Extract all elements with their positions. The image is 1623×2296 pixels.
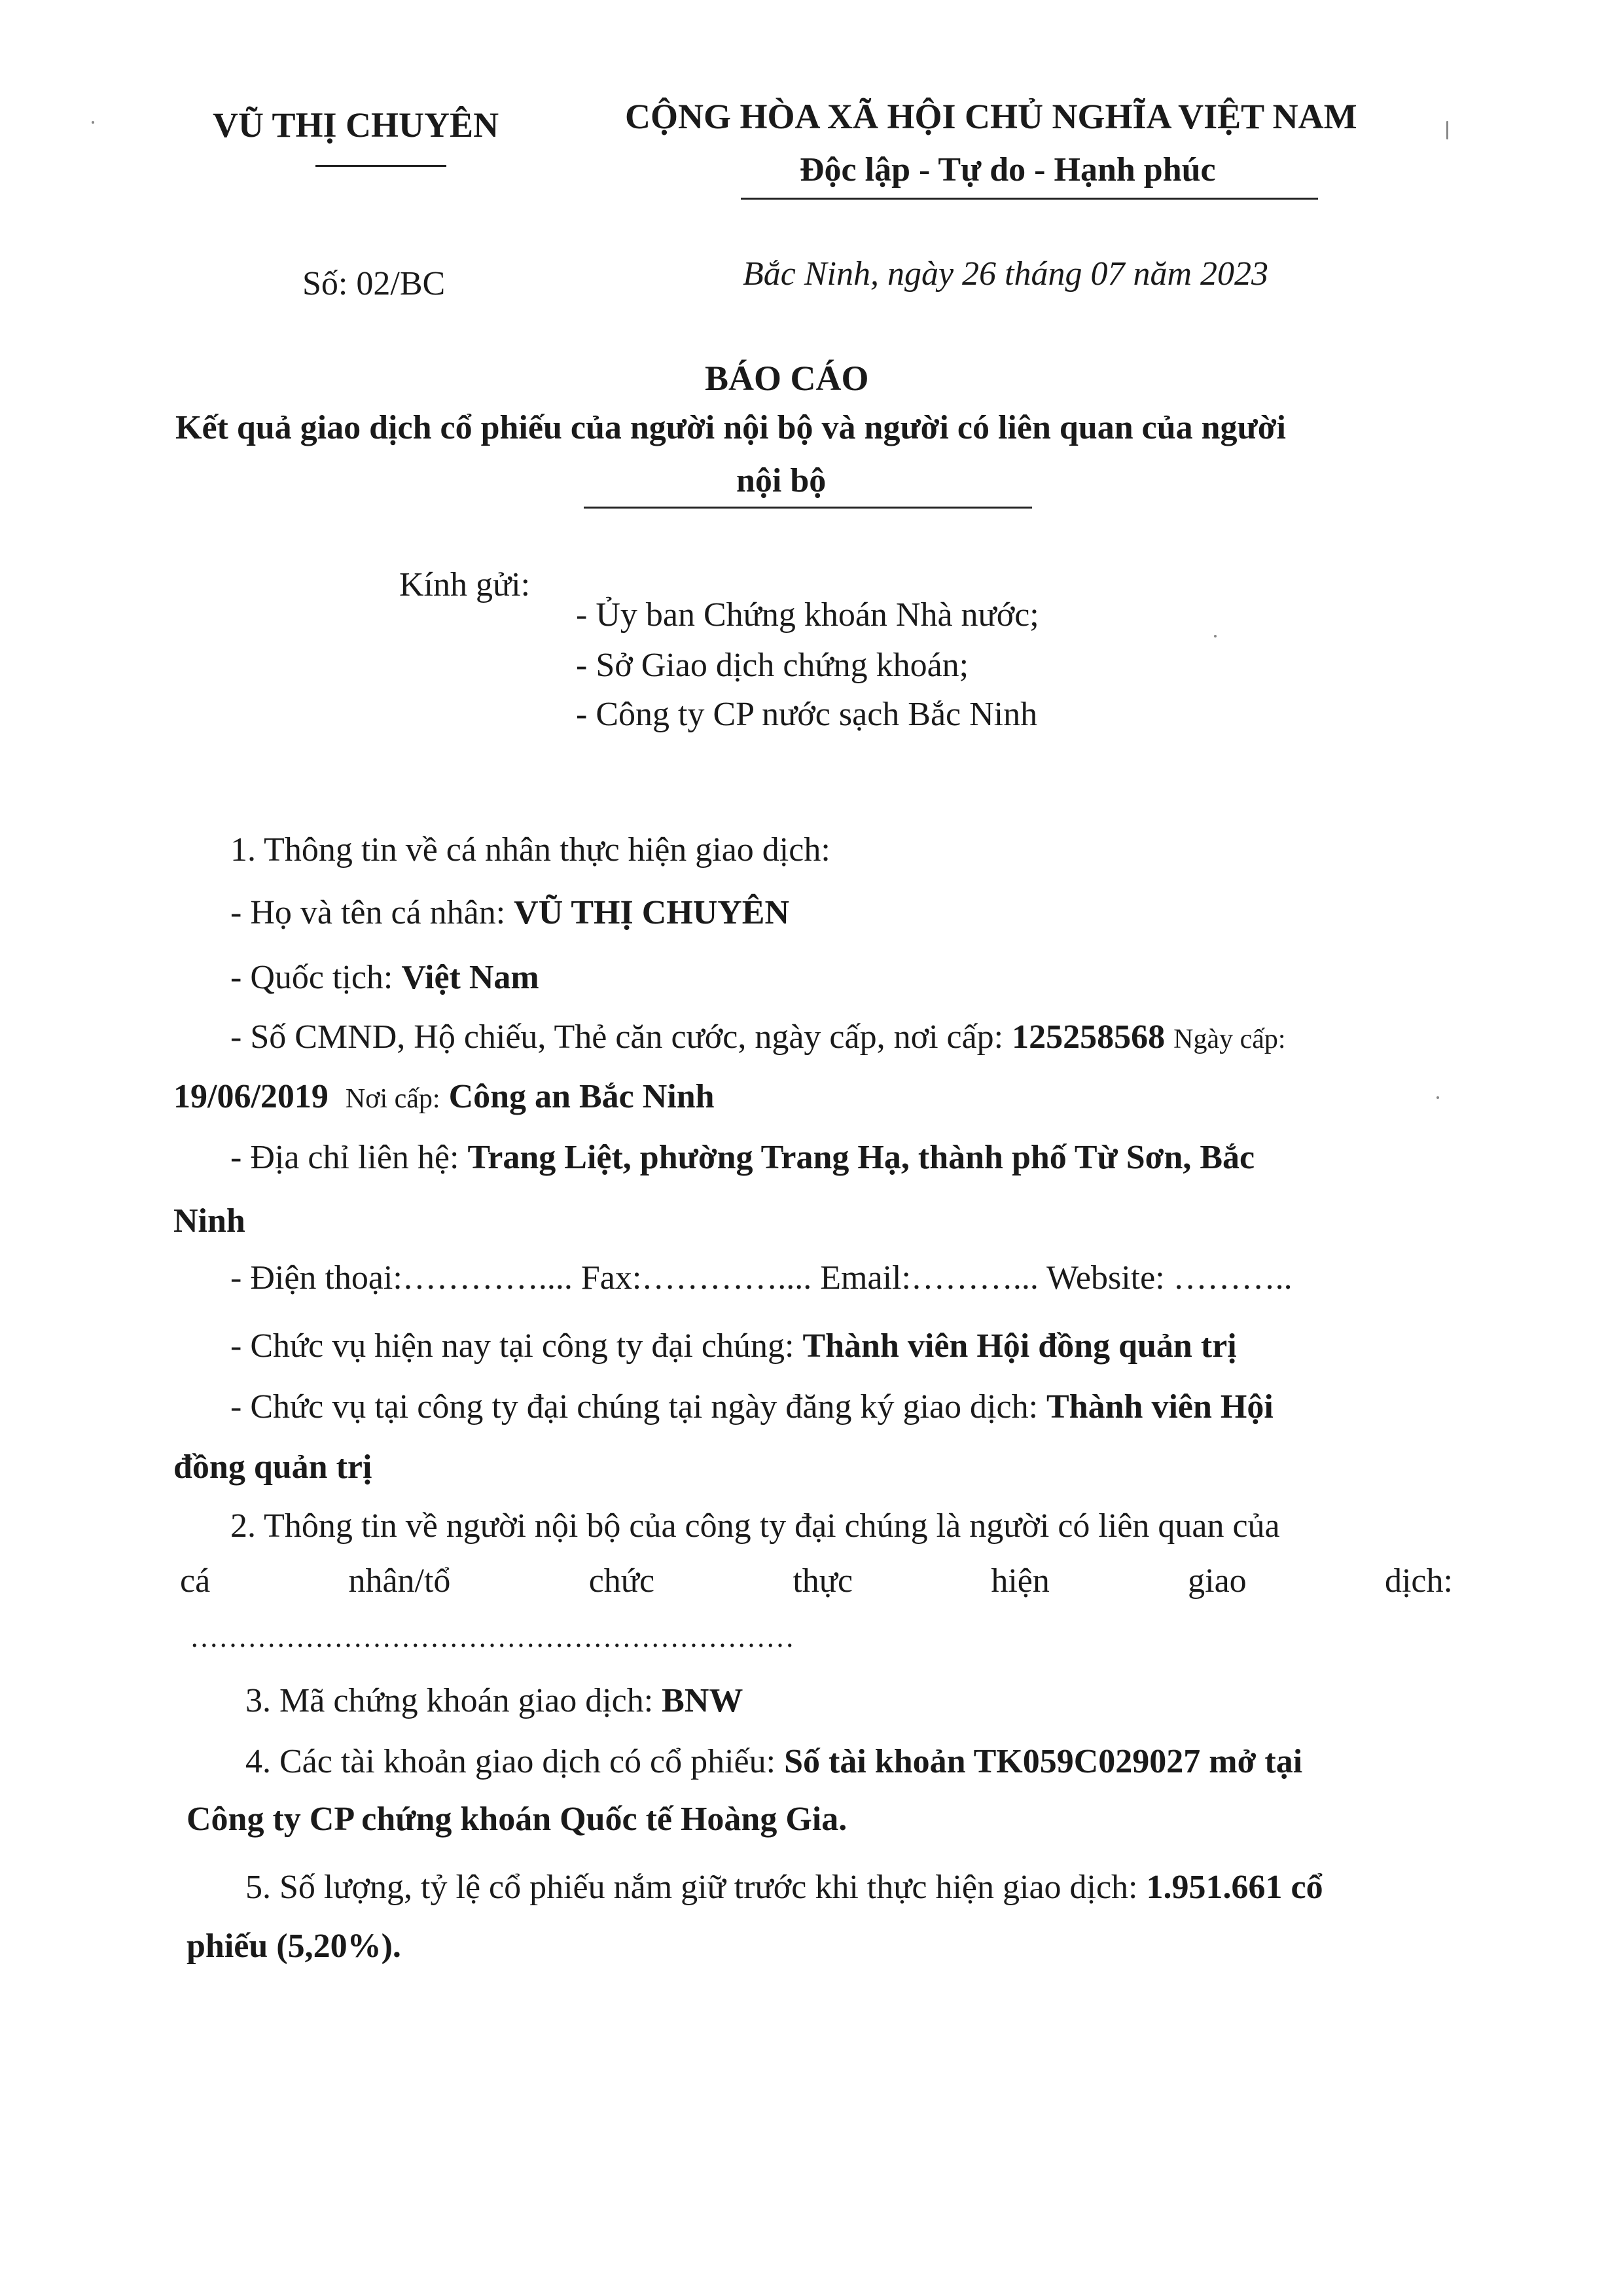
section5-row: 5. Số lượng, tỷ lệ cổ phiếu nắm giữ trước khi thực hiện giao dịch: 1.951.661 cổ [245,1869,1323,1906]
section4-continued: Công ty CP chứng khoán Quốc tế Hoàng Gia. [187,1801,847,1838]
scan-speck [1436,1096,1439,1099]
recipients-label: Kính gửi: [399,566,531,603]
address-row: - Địa chỉ liên hệ: Trang Liệt, phường Trang Hạ, thành phố Từ Sơn, Bắc [230,1139,1255,1176]
scan-speck [92,121,94,124]
section1-heading: 1. Thông tin về cá nhân thực hiện giao dịch: [230,831,830,869]
section3-row: 3. Mã chứng khoán giao dịch: BNW [245,1682,743,1719]
registered-position-continued: đồng quản trị [173,1448,372,1486]
title-underline [584,507,1032,509]
place-and-date: Bắc Ninh, ngày 26 tháng 07 năm 2023 [743,255,1269,293]
issuer-underline [315,165,446,167]
scan-mark [1446,121,1448,139]
motto-underline [741,198,1318,200]
id-row: - Số CMND, Hộ chiếu, Thẻ căn cước, ngày cấp, nơi cấp: 125258568 Ngày cấp: [230,1018,1286,1056]
document-number: Số: 02/BC [302,265,446,302]
contact-row: - Điện thoại:………….... Fax:………….... Email:………... Website: ……….. [230,1259,1293,1297]
national-motto: Độc lập - Tự do - Hạnh phúc [800,151,1216,188]
issuer-name: VŨ THỊ CHUYÊN [213,105,499,145]
section5-continued: phiếu (5,20%). [187,1928,401,1965]
section2-line2: cá nhân/tổ chức thực hiện giao dịch: [180,1562,1453,1600]
current-position-row: - Chức vụ hiện nay tại công ty đại chúng: Thành viên Hội đồng quản trị [230,1327,1237,1365]
section4-row: 4. Các tài khoản giao dịch có cổ phiếu: Số tài khoản TK059C029027 mở tại [245,1743,1303,1780]
nationality-row: - Quốc tịch: Việt Nam [230,959,539,996]
recipient-item: - Sở Giao dịch chứng khoán; [576,647,969,684]
registered-position-row: - Chức vụ tại công ty đại chúng tại ngày đăng ký giao dịch: Thành viên Hội [230,1388,1274,1426]
report-title: BÁO CÁO [705,359,869,398]
country-name: CỘNG HÒA XÃ HỘI CHỦ NGHĨA VIỆT NAM [625,97,1357,136]
address-continued: Ninh [173,1202,245,1240]
recipient-item: - Công ty CP nước sạch Bắc Ninh [576,696,1038,733]
issue-info-row: 19/06/2019 Nơi cấp: Công an Bắc Ninh [173,1078,715,1115]
scan-speck [1214,635,1217,637]
recipient-item: - Ủy ban Chứng khoán Nhà nước; [576,596,1039,634]
section2-dotted-line: ……………………………………………………… [190,1621,794,1653]
report-subtitle-line1: Kết quả giao dịch cổ phiếu của người nội bộ và người có liên quan của người [175,409,1286,446]
section2-line1: 2. Thông tin về người nội bộ của công ty đại chúng là người có liên quan của [230,1507,1280,1545]
person-name-row: - Họ và tên cá nhân: VŨ THỊ CHUYÊN [230,894,790,931]
report-subtitle-line2: nội bộ [736,462,827,499]
